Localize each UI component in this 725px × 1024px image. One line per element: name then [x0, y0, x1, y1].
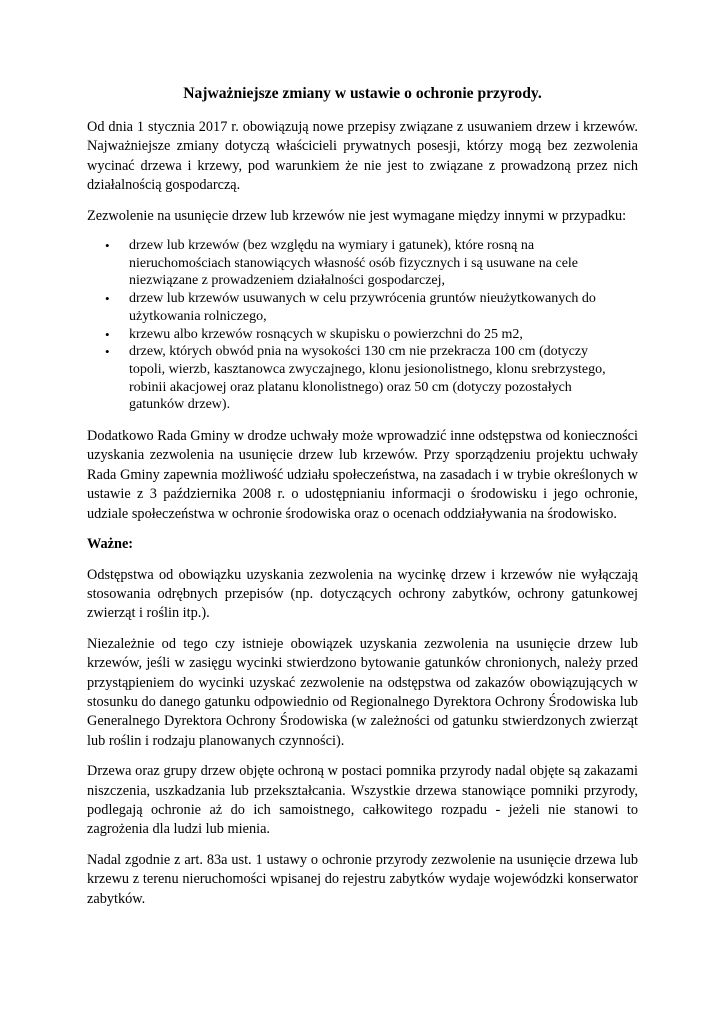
list-item-text: drzew lub krzewów usuwanych w celu przywrócenia gruntów nieużytkowanych do użytkowania rolniczego,: [129, 291, 596, 324]
intro-paragraph: Od dnia 1 stycznia 2017 r. obowiązują nowe przepisy związane z usuwaniem drzew i krzewów. Najważniejsze zmiany dotyczą właścicieli prywatnych posesji, którzy mogą bez zezwolenia wycinać drzewa i krzewy, pod warunkiem że nie jest to związane z prowadzoną przez nich działalnością gospodarczą.: [87, 119, 638, 194]
list-item-text: drzew, których obwód pnia na wysokości 130 cm nie przekracza 100 cm (dotyczy topoli, wierzb, kasztanowca zwyczajnego, klonu jesionolistnego, klonu srebrzystego, robinii akacjowej oraz platanu klonolistnego) oraz 50 cm (dotyczy pozostałych gatunków drzew).: [129, 344, 606, 413]
bullet-icon: •: [105, 238, 110, 254]
list-intro-paragraph: Zezwolenie na usunięcie drzew lub krzewów nie jest wymagane między innymi w przypadku:: [87, 207, 627, 224]
monuments-paragraph: Drzewa oraz grupy drzew objęte ochroną w postaci pomnika przyrody nadal objęte są zakazami niszczenia, uszkadzania lub przekształcania. Wszystkie drzewa stanowiące pomniki przyrody, podlegają ochronie aż do ich samoistnego, całkowitego rozpadu - jeżeli nie stanowi to zagrożenia dla ludzi lub mienia.: [87, 763, 638, 838]
list-item: [87, 326, 638, 344]
list-item-text: drzew lub krzewów (bez względu na wymiary i gatunek), które rosną na nieruchomościach stanowiących własność osób fizycznych i są usuwane na cele niezwiązane z prowadzeniem działalności gospodarczej,: [129, 238, 579, 289]
council-paragraph: Dodatkowo Rada Gminy w drodze uchwały może wprowadzić inne odstępstwa od konieczności uzyskania zezwolenia na usunięcie drzew lub krzewów. Przy sporządzeniu projektu uchwały Rada Gminy zapewnia możliwość udziału społeczeństwa, na zasadach i w trybie określonych w ustawie z 3 października 2008 r. o udostępnianiu informacji o środowisku i jego ochronie, udziale społeczeństwa w ochronie środowiska oraz o ocenach oddziaływania na środowisko.: [87, 428, 638, 522]
exemptions-paragraph: Odstępstwa od obowiązku uzyskania zezwolenia na wycinkę drzew i krzewów nie wyłączają stosowania odrębnych przepisów (np. dotyczących ochrony zabytków, ochrony gatunkowej zwierząt i roślin itp.).: [87, 566, 638, 622]
list-item: [87, 237, 638, 290]
bullet-icon: •: [105, 344, 110, 360]
bullet-icon: •: [105, 291, 110, 307]
exemption-list: [87, 237, 638, 414]
document-page: [87, 84, 638, 920]
list-item: [87, 343, 638, 414]
list-item-text: krzewu albo krzewów rosnących w skupisku o powierzchni do 25 m2,: [129, 326, 523, 342]
registry-paragraph: Nadal zgodnie z art. 83a ust. 1 ustawy o ochronie przyrody zezwolenie na usunięcie drzewa lub krzewu z terenu nieruchomości wpisanej do rejestru zabytków wydaje wojewódzki konserwator zabytków.: [87, 851, 638, 907]
important-heading: Ważne:: [87, 536, 134, 553]
list-item: [87, 290, 638, 325]
protected-species-paragraph: Niezależnie od tego czy istnieje obowiązek uzyskania zezwolenia na usunięcie drzew lub krzewów, jeśli w zasięgu wycinki stwierdzono bytowanie gatunków chronionych, należy przed przystąpieniem do wycinki uzyskać zezwolenie na odstępstwa od zakazów obowiązujących w stosunku do danego gatunku odpowiednio od Regionalnego Dyrektora Ochrony Środowiska lub Generalnego Dyrektora Ochrony Środowiska (w zależności od gatunku stwierdzonych zwierząt lub roślin i rodzaju planowanych czynności).: [87, 635, 638, 749]
bullet-icon: •: [105, 326, 110, 342]
document-title: Najważniejsze zmiany w ustawie o ochronie przyrody.: [183, 85, 542, 102]
